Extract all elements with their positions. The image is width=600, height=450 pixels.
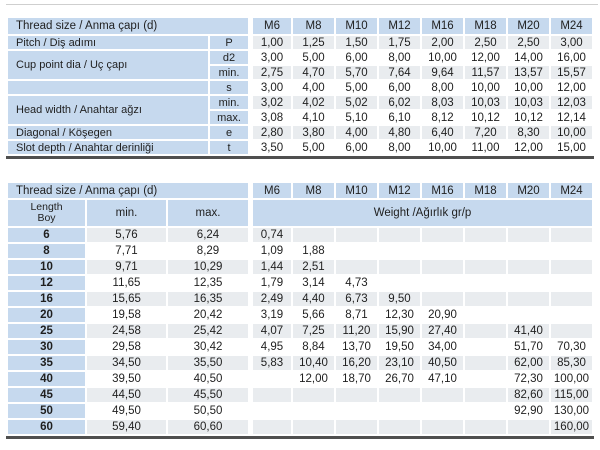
max-cell: 12,35 <box>168 276 248 290</box>
weight-value-cell <box>422 420 463 434</box>
spec-value-cell: 12,00 <box>508 141 549 154</box>
weight-value-cell <box>250 404 291 418</box>
weight-value-cell: 26,70 <box>379 372 420 386</box>
weight-value-cell: 4,40 <box>293 292 334 306</box>
length-cell: 30 <box>8 340 85 354</box>
weight-col-header: Weight /Ağırlık gr/p <box>250 200 592 226</box>
spec-value-cell: 8,12 <box>422 111 463 124</box>
spec-value-cell: 4,00 <box>293 81 334 94</box>
weight-row <box>8 372 592 386</box>
weight-value-cell <box>551 228 592 242</box>
weight-value-cell: 11,20 <box>336 324 377 338</box>
spec-value-cell: 12,03 <box>551 96 592 109</box>
weight-value-cell: 130,00 <box>551 404 592 418</box>
spec-value-cell: 9,64 <box>422 66 463 79</box>
size-col-header: M8 <box>293 18 334 34</box>
spec-value-cell: 10,12 <box>508 111 549 124</box>
spec-value-cell: 5,70 <box>336 66 377 79</box>
size-col-header: M12 <box>379 183 420 198</box>
weight-value-cell <box>422 260 463 274</box>
size-col-header: M10 <box>336 18 377 34</box>
min-cell: 19,58 <box>87 308 166 322</box>
spec-value-cell: 6,02 <box>379 96 420 109</box>
weight-value-cell <box>551 244 592 258</box>
weight-value-cell <box>465 340 506 354</box>
length-cell: 16 <box>8 292 85 306</box>
min-cell: 44,50 <box>87 388 166 402</box>
spec-value-cell: 10,03 <box>508 96 549 109</box>
weight-value-cell <box>508 292 549 306</box>
weight-value-cell <box>465 324 506 338</box>
spec-symbol-cell: t <box>210 141 248 154</box>
spec-row <box>8 141 592 154</box>
weight-value-cell: 16,20 <box>336 356 377 370</box>
weight-value-cell <box>551 308 592 322</box>
spec-value-cell: 4,10 <box>293 111 334 124</box>
weight-value-cell <box>293 420 334 434</box>
spec-value-cell: 10,00 <box>465 81 506 94</box>
spec-value-cell: 12,14 <box>551 111 592 124</box>
weight-value-cell: 40,50 <box>422 356 463 370</box>
max-cell: 8,29 <box>168 244 248 258</box>
weight-value-cell <box>465 308 506 322</box>
spec-symbol-cell: d2 <box>210 51 248 64</box>
spec-value-cell: 3,02 <box>250 96 291 109</box>
spec-row-label: Diagonal / Köşegen <box>8 126 208 139</box>
spec-value-cell: 2,80 <box>250 126 291 139</box>
weight-value-cell: 18,70 <box>336 372 377 386</box>
spec-row <box>8 126 592 139</box>
spec-header-row <box>8 18 592 34</box>
weight-value-cell: 92,90 <box>508 404 549 418</box>
spec-row-label: Head width / Anahtar ağzı <box>8 96 208 124</box>
weight-value-cell: 1,88 <box>293 244 334 258</box>
spec-value-cell: 16,00 <box>551 51 592 64</box>
weight-value-cell: 7,25 <box>293 324 334 338</box>
weight-value-cell: 4,95 <box>250 340 291 354</box>
weight-header-row <box>8 183 592 198</box>
weight-value-cell: 3,14 <box>293 276 334 290</box>
size-col-header: M24 <box>551 18 592 34</box>
size-col-header: M6 <box>250 18 291 34</box>
weight-value-cell: 15,90 <box>379 324 420 338</box>
weight-value-cell <box>422 244 463 258</box>
size-col-header: M24 <box>551 183 592 198</box>
spec-value-cell: 7,20 <box>465 126 506 139</box>
weight-row <box>8 324 592 338</box>
weight-value-cell <box>379 260 420 274</box>
spec-value-cell: 3,00 <box>250 81 291 94</box>
spec-symbol-cell: max. <box>210 111 248 124</box>
weight-value-cell: 47,10 <box>422 372 463 386</box>
weight-table-title: Thread size / Anma çapı (d) <box>8 183 248 198</box>
weight-value-cell <box>293 228 334 242</box>
length-label-tr: Boy <box>37 212 56 224</box>
spec-value-cell: 10,00 <box>422 51 463 64</box>
length-cell: 20 <box>8 308 85 322</box>
weight-value-cell <box>551 260 592 274</box>
spec-value-cell: 4,70 <box>293 66 334 79</box>
weight-row <box>8 356 592 370</box>
spec-value-cell: 6,00 <box>336 51 377 64</box>
weight-value-cell: 34,00 <box>422 340 463 354</box>
max-col-header: max. <box>168 200 248 226</box>
spec-value-cell: 4,00 <box>336 126 377 139</box>
weight-value-cell: 2,49 <box>250 292 291 306</box>
max-cell: 40,50 <box>168 372 248 386</box>
spec-value-cell: 15,57 <box>551 66 592 79</box>
spec-value-cell: 1,00 <box>250 36 291 49</box>
spec-row <box>8 81 592 94</box>
spec-symbol-cell: e <box>210 126 248 139</box>
weight-value-cell <box>465 260 506 274</box>
spec-value-cell: 15,00 <box>551 141 592 154</box>
weight-value-cell <box>293 388 334 402</box>
weight-value-cell <box>508 276 549 290</box>
min-cell: 15,65 <box>87 292 166 306</box>
weight-value-cell <box>250 388 291 402</box>
spec-value-cell: 2,00 <box>422 36 463 49</box>
spec-row <box>8 36 592 49</box>
weight-row <box>8 388 592 402</box>
spec-value-cell: 13,57 <box>508 66 549 79</box>
length-cell: 45 <box>8 388 85 402</box>
weight-value-cell <box>465 292 506 306</box>
spec-value-cell: 7,64 <box>379 66 420 79</box>
size-col-header: M18 <box>465 183 506 198</box>
weight-row <box>8 292 592 306</box>
spec-value-cell: 14,00 <box>508 51 549 64</box>
spec-value-cell: 5,10 <box>336 111 377 124</box>
min-cell: 29,58 <box>87 340 166 354</box>
spec-value-cell: 8,00 <box>379 51 420 64</box>
weight-value-cell <box>465 356 506 370</box>
weight-value-cell <box>465 372 506 386</box>
spec-value-cell: 3,00 <box>250 51 291 64</box>
weight-value-cell: 27,40 <box>422 324 463 338</box>
max-cell: 50,50 <box>168 404 248 418</box>
weight-value-cell <box>379 388 420 402</box>
spec-value-cell: 4,02 <box>293 96 334 109</box>
weight-value-cell: 5,66 <box>293 308 334 322</box>
weight-value-cell <box>465 404 506 418</box>
weight-row <box>8 340 592 354</box>
weight-value-cell: 12,30 <box>379 308 420 322</box>
spec-value-cell: 11,57 <box>465 66 506 79</box>
weight-row <box>8 276 592 290</box>
spec-value-cell: 2,75 <box>250 66 291 79</box>
weight-value-cell: 8,84 <box>293 340 334 354</box>
spec-value-cell: 5,02 <box>336 96 377 109</box>
length-cell: 6 <box>8 228 85 242</box>
weight-value-cell: 5,83 <box>250 356 291 370</box>
spec-value-cell: 6,00 <box>336 141 377 154</box>
spec-value-cell: 8,03 <box>422 96 463 109</box>
max-cell: 30,42 <box>168 340 248 354</box>
spec-value-cell: 6,40 <box>422 126 463 139</box>
weight-value-cell <box>379 420 420 434</box>
weight-row <box>8 404 592 418</box>
spec-value-cell: 11,00 <box>465 141 506 154</box>
weight-value-cell: 62,00 <box>508 356 549 370</box>
max-cell: 45,50 <box>168 388 248 402</box>
weight-value-cell: 1,79 <box>250 276 291 290</box>
weight-value-cell <box>379 404 420 418</box>
weight-value-cell: 72,30 <box>508 372 549 386</box>
weight-value-cell <box>508 260 549 274</box>
spec-table-title: Thread size / Anma çapı (d) <box>8 18 248 34</box>
weight-value-cell <box>465 388 506 402</box>
weight-value-cell <box>508 244 549 258</box>
spec-value-cell: 3,50 <box>250 141 291 154</box>
size-col-header: M16 <box>422 183 463 198</box>
weight-value-cell <box>465 420 506 434</box>
weight-value-cell <box>422 388 463 402</box>
weight-value-cell: 23,10 <box>379 356 420 370</box>
weight-value-cell <box>250 372 291 386</box>
weight-value-cell: 2,51 <box>293 260 334 274</box>
weight-value-cell <box>336 420 377 434</box>
spec-value-cell: 5,00 <box>293 141 334 154</box>
weight-value-cell <box>336 228 377 242</box>
spec-symbol-cell: min. <box>210 66 248 79</box>
min-cell: 9,71 <box>87 260 166 274</box>
size-col-header: M8 <box>293 183 334 198</box>
weight-value-cell: 4,07 <box>250 324 291 338</box>
spec-row-label: Slot depth / Anahtar derinliği <box>8 141 208 154</box>
spec-table-body <box>8 36 592 154</box>
spec-value-cell: 10,12 <box>465 111 506 124</box>
weight-value-cell <box>250 420 291 434</box>
size-col-header: M20 <box>508 18 549 34</box>
weight-value-cell: 9,50 <box>379 292 420 306</box>
spec-value-cell: 5,00 <box>293 51 334 64</box>
length-cell: 35 <box>8 356 85 370</box>
weight-value-cell: 3,19 <box>250 308 291 322</box>
weight-value-cell: 4,73 <box>336 276 377 290</box>
max-cell: 10,29 <box>168 260 248 274</box>
spec-value-cell: 10,00 <box>422 141 463 154</box>
spec-row-label: Pitch / Diş adımı <box>8 36 208 49</box>
min-cell: 5,76 <box>87 228 166 242</box>
spec-value-cell: 5,00 <box>336 81 377 94</box>
spec-value-cell: 10,03 <box>465 96 506 109</box>
spec-value-cell: 8,30 <box>508 126 549 139</box>
top-rule <box>6 4 598 5</box>
spec-value-cell: 1,50 <box>336 36 377 49</box>
weight-value-cell <box>551 276 592 290</box>
weight-row <box>8 228 592 242</box>
min-cell: 24,58 <box>87 324 166 338</box>
weight-value-cell: 82,60 <box>508 388 549 402</box>
weight-value-cell: 12,00 <box>293 372 334 386</box>
spec-row-label: Cup point dia / Uç çapı <box>8 51 208 79</box>
spec-value-cell: 12,00 <box>465 51 506 64</box>
weight-value-cell: 13,70 <box>336 340 377 354</box>
spec-value-cell: 3,80 <box>293 126 334 139</box>
weight-value-cell <box>336 404 377 418</box>
weight-value-cell: 51,70 <box>508 340 549 354</box>
max-cell: 16,35 <box>168 292 248 306</box>
weight-value-cell <box>551 292 592 306</box>
spec-row <box>8 51 592 64</box>
weight-value-cell: 41,40 <box>508 324 549 338</box>
weight-row <box>8 308 592 322</box>
weight-value-cell <box>293 404 334 418</box>
min-cell: 34,50 <box>87 356 166 370</box>
min-cell: 11,65 <box>87 276 166 290</box>
min-col-header: min. <box>87 200 166 226</box>
length-cell: 8 <box>8 244 85 258</box>
weight-value-cell: 10,40 <box>293 356 334 370</box>
weight-value-cell <box>422 404 463 418</box>
spec-value-cell: 8,00 <box>379 141 420 154</box>
spec-table <box>6 16 594 159</box>
weight-value-cell: 115,00 <box>551 388 592 402</box>
weight-value-cell <box>465 244 506 258</box>
spec-symbol-cell: s <box>210 81 248 94</box>
size-col-header: M18 <box>465 18 506 34</box>
spec-value-cell: 10,00 <box>508 81 549 94</box>
spec-value-cell: 6,00 <box>379 81 420 94</box>
spec-value-cell: 1,25 <box>293 36 334 49</box>
weight-table <box>6 181 594 439</box>
size-col-header: M20 <box>508 183 549 198</box>
weight-value-cell: 1,44 <box>250 260 291 274</box>
min-cell: 7,71 <box>87 244 166 258</box>
weight-value-cell: 70,30 <box>551 340 592 354</box>
weight-value-cell: 6,73 <box>336 292 377 306</box>
weight-table-body <box>8 228 592 434</box>
length-cell: 60 <box>8 420 85 434</box>
weight-value-cell: 0,74 <box>250 228 291 242</box>
weight-value-cell: 1,09 <box>250 244 291 258</box>
weight-row <box>8 244 592 258</box>
spec-row-label <box>8 81 208 94</box>
spec-value-cell: 6,10 <box>379 111 420 124</box>
weight-value-cell <box>465 276 506 290</box>
length-cell: 25 <box>8 324 85 338</box>
spec-symbol-cell: P <box>210 36 248 49</box>
spec-value-cell: 1,75 <box>379 36 420 49</box>
length-cell: 50 <box>8 404 85 418</box>
length-label-en: Length <box>30 201 63 213</box>
weight-subheader-row <box>8 200 592 226</box>
weight-value-cell <box>422 292 463 306</box>
spec-symbol-cell: min. <box>210 96 248 109</box>
weight-value-cell <box>336 260 377 274</box>
max-cell: 6,24 <box>168 228 248 242</box>
weight-row <box>8 260 592 274</box>
weight-row <box>8 420 592 434</box>
spec-value-cell: 3,08 <box>250 111 291 124</box>
weight-value-cell <box>336 244 377 258</box>
max-cell: 35,50 <box>168 356 248 370</box>
weight-value-cell <box>465 228 506 242</box>
weight-value-cell: 160,00 <box>551 420 592 434</box>
max-cell: 25,42 <box>168 324 248 338</box>
max-cell: 60,60 <box>168 420 248 434</box>
length-cell: 10 <box>8 260 85 274</box>
weight-value-cell <box>379 228 420 242</box>
spec-value-cell: 2,50 <box>465 36 506 49</box>
spec-row <box>8 96 592 109</box>
weight-value-cell <box>508 308 549 322</box>
size-col-header: M10 <box>336 183 377 198</box>
weight-value-cell <box>379 276 420 290</box>
length-cell: 12 <box>8 276 85 290</box>
min-cell: 59,40 <box>87 420 166 434</box>
weight-value-cell: 20,90 <box>422 308 463 322</box>
weight-value-cell <box>379 244 420 258</box>
size-col-header: M6 <box>250 183 291 198</box>
weight-value-cell <box>422 276 463 290</box>
weight-value-cell <box>336 388 377 402</box>
weight-value-cell: 8,71 <box>336 308 377 322</box>
length-cell: 40 <box>8 372 85 386</box>
weight-value-cell <box>422 228 463 242</box>
spec-value-cell: 3,00 <box>551 36 592 49</box>
spec-value-cell: 4,80 <box>379 126 420 139</box>
weight-value-cell <box>508 420 549 434</box>
min-cell: 49,50 <box>87 404 166 418</box>
max-cell: 20,42 <box>168 308 248 322</box>
weight-value-cell <box>551 324 592 338</box>
size-col-header: M16 <box>422 18 463 34</box>
weight-value-cell: 100,00 <box>551 372 592 386</box>
spec-value-cell: 10,00 <box>551 126 592 139</box>
weight-value-cell: 19,50 <box>379 340 420 354</box>
length-col-header <box>8 200 85 226</box>
spec-value-cell: 12,00 <box>551 81 592 94</box>
min-cell: 39,50 <box>87 372 166 386</box>
spec-value-cell: 2,50 <box>508 36 549 49</box>
weight-value-cell <box>508 228 549 242</box>
size-col-header: M12 <box>379 18 420 34</box>
spec-value-cell: 8,00 <box>422 81 463 94</box>
weight-value-cell: 85,30 <box>551 356 592 370</box>
